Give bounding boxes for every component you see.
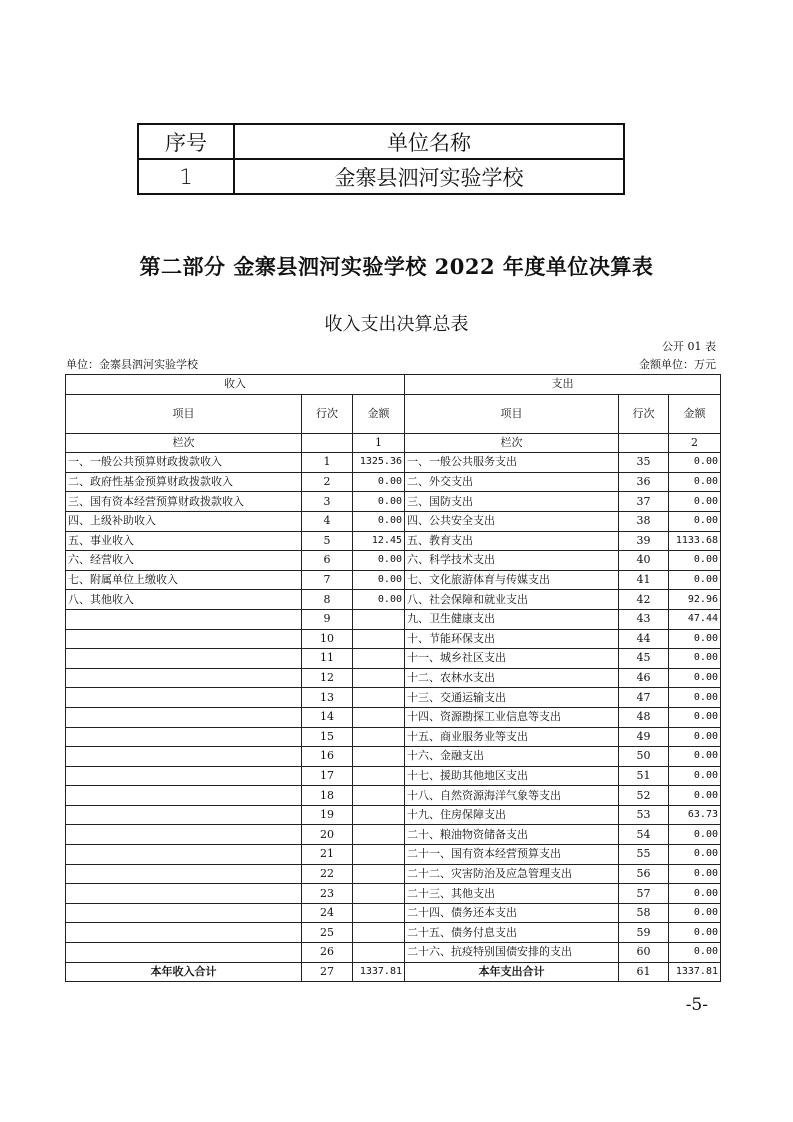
expense-item: 十四、资源勘探工业信息等支出 (405, 707, 619, 727)
income-amount (353, 884, 405, 904)
income-amount (353, 903, 405, 923)
sheet-title: 收入支出决算总表 (324, 314, 469, 335)
income-amount (353, 609, 405, 629)
income-row-no: 7 (302, 570, 353, 590)
income-amount (353, 707, 405, 727)
expense-amount: 0.00 (669, 903, 721, 923)
income-amount: 0.00 (353, 570, 405, 590)
sheet-number: 公开 01 表 (662, 340, 716, 353)
income-amount: 0.00 (353, 511, 405, 531)
expense-amount: 0.00 (669, 943, 721, 963)
expense-row-no: 53 (619, 805, 669, 825)
income-row-no: 9 (302, 609, 353, 629)
table-row (66, 472, 721, 492)
income-item (66, 786, 302, 806)
income-item (66, 884, 302, 904)
income-item (66, 668, 302, 688)
income-item (66, 727, 302, 747)
income-row-no: 16 (302, 747, 353, 767)
income-total-label: 本年收入合计 (66, 962, 302, 982)
table-row (66, 531, 721, 551)
income-col-item: 项目 (66, 394, 302, 433)
income-item: 四、上级补助收入 (66, 511, 302, 531)
income-amount: 0.00 (353, 472, 405, 492)
table-row (66, 786, 721, 806)
income-item: 六、经营收入 (66, 551, 302, 571)
income-col-row: 行次 (302, 394, 353, 433)
expense-row-no: 50 (619, 747, 669, 767)
table-row (66, 884, 721, 904)
expense-amount: 0.00 (669, 727, 721, 747)
unit-list-header-name: 单位名称 (234, 124, 624, 159)
table-column-header (66, 394, 721, 433)
income-expense-table (65, 374, 721, 982)
expense-row-no: 51 (619, 766, 669, 786)
income-col-label-empty (302, 433, 353, 453)
income-item (66, 923, 302, 943)
expense-row-no: 46 (619, 668, 669, 688)
income-amount: 1325.36 (353, 453, 405, 473)
income-amount (353, 864, 405, 884)
income-row-no: 24 (302, 903, 353, 923)
expense-amount: 0.00 (669, 884, 721, 904)
expense-row-no: 49 (619, 727, 669, 747)
income-item: 三、国有资本经营预算财政拨款收入 (66, 492, 302, 512)
table-row (66, 629, 721, 649)
unit-list-header-no: 序号 (138, 124, 234, 159)
table-column-index-row (66, 433, 721, 453)
expense-item: 十八、自然资源海洋气象等支出 (405, 786, 619, 806)
expense-amount: 0.00 (669, 668, 721, 688)
expense-item: 十六、金融支出 (405, 747, 619, 767)
expense-amount: 0.00 (669, 923, 721, 943)
income-row-no: 21 (302, 845, 353, 865)
expense-amount: 0.00 (669, 492, 721, 512)
income-row-no: 5 (302, 531, 353, 551)
expense-item: 十、节能环保支出 (405, 629, 619, 649)
income-amount (353, 629, 405, 649)
income-row-no: 12 (302, 668, 353, 688)
expense-row-no: 57 (619, 884, 669, 904)
income-item (66, 825, 302, 845)
expense-item: 二十三、其他支出 (405, 884, 619, 904)
unit-list-header (138, 124, 624, 159)
expense-item: 八、社会保障和就业支出 (405, 590, 619, 610)
table-row (66, 453, 721, 473)
income-row-no: 10 (302, 629, 353, 649)
expense-amount: 0.00 (669, 551, 721, 571)
income-amount: 0.00 (353, 551, 405, 571)
expense-amount: 0.00 (669, 864, 721, 884)
unit-list-row (138, 159, 624, 194)
table-row (66, 727, 721, 747)
income-item (66, 688, 302, 708)
table-row (66, 825, 721, 845)
table-row (66, 805, 721, 825)
income-row-no: 17 (302, 766, 353, 786)
income-row-no: 11 (302, 649, 353, 669)
table-row (66, 590, 721, 610)
expense-row-no: 56 (619, 864, 669, 884)
income-item (66, 903, 302, 923)
expense-total-amount: 1337.81 (669, 962, 721, 982)
income-item: 一、一般公共预算财政拨款收入 (66, 453, 302, 473)
income-item (66, 766, 302, 786)
expense-item: 三、国防支出 (405, 492, 619, 512)
income-amount: 0.00 (353, 590, 405, 610)
income-item: 八、其他收入 (66, 590, 302, 610)
unit-list-row-no: 1 (138, 159, 234, 194)
income-item (66, 649, 302, 669)
expense-row-no: 36 (619, 472, 669, 492)
expense-amount: 0.00 (669, 845, 721, 865)
expense-amount: 92.96 (669, 590, 721, 610)
page-number: -5- (685, 995, 708, 1015)
expense-col-label: 栏次 (405, 433, 619, 453)
table-row (66, 570, 721, 590)
income-amount (353, 747, 405, 767)
expense-row-no: 44 (619, 629, 669, 649)
income-item (66, 943, 302, 963)
table-row (66, 668, 721, 688)
table-row (66, 551, 721, 571)
income-amount: 12.45 (353, 531, 405, 551)
table-row (66, 845, 721, 865)
unit-list-row-name: 金寨县泗河实验学校 (234, 159, 624, 194)
expense-amount: 47.44 (669, 609, 721, 629)
expense-row-no: 35 (619, 453, 669, 473)
expense-total-row-no: 61 (619, 962, 669, 982)
income-row-no: 4 (302, 511, 353, 531)
income-item: 五、事业收入 (66, 531, 302, 551)
income-item (66, 609, 302, 629)
table-row (66, 707, 721, 727)
expense-row-no: 59 (619, 923, 669, 943)
income-row-no: 22 (302, 864, 353, 884)
table-row (66, 649, 721, 669)
expense-amount: 0.00 (669, 453, 721, 473)
income-amount (353, 668, 405, 688)
table-row (66, 511, 721, 531)
income-row-no: 25 (302, 923, 353, 943)
expense-row-no: 45 (619, 649, 669, 669)
expense-item: 四、公共安全支出 (405, 511, 619, 531)
income-col-amount: 金额 (353, 394, 405, 433)
income-row-no: 1 (302, 453, 353, 473)
unit-list-table (137, 123, 625, 195)
table-total-row (66, 962, 721, 982)
table-section-header (66, 375, 721, 395)
income-row-no: 26 (302, 943, 353, 963)
part-title: 第二部分 金寨县泗河实验学校 2022 年度单位决算表 (139, 254, 654, 279)
income-total-row-no: 27 (302, 962, 353, 982)
unit-label: 单位：金寨县泗河实验学校 (66, 358, 198, 371)
expense-amount: 0.00 (669, 688, 721, 708)
expense-item: 十三、交通运输支出 (405, 688, 619, 708)
income-total-amount: 1337.81 (353, 962, 405, 982)
expense-amount: 0.00 (669, 511, 721, 531)
expense-amount: 0.00 (669, 786, 721, 806)
income-amount (353, 727, 405, 747)
income-row-no: 23 (302, 884, 353, 904)
table-row (66, 492, 721, 512)
expense-amount: 0.00 (669, 766, 721, 786)
expense-amount: 0.00 (669, 649, 721, 669)
income-amount (353, 845, 405, 865)
income-amount (353, 943, 405, 963)
expense-item: 五、教育支出 (405, 531, 619, 551)
expense-col-row: 行次 (619, 394, 669, 433)
expense-item: 十一、城乡社区支出 (405, 649, 619, 669)
expense-row-no: 47 (619, 688, 669, 708)
expense-item: 二十二、灾害防治及应急管理支出 (405, 864, 619, 884)
expense-row-no: 48 (619, 707, 669, 727)
expense-amount: 1133.68 (669, 531, 721, 551)
income-col-number: 1 (353, 433, 405, 453)
expense-item: 一、一般公共服务支出 (405, 453, 619, 473)
income-item (66, 707, 302, 727)
income-row-no: 2 (302, 472, 353, 492)
income-row-no: 19 (302, 805, 353, 825)
expense-col-number: 2 (669, 433, 721, 453)
table-row (66, 747, 721, 767)
expense-item: 二十四、债务还本支出 (405, 903, 619, 923)
expense-item: 十九、住房保障支出 (405, 805, 619, 825)
expense-item: 十五、商业服务业等支出 (405, 727, 619, 747)
income-row-no: 8 (302, 590, 353, 610)
expense-amount: 0.00 (669, 472, 721, 492)
income-row-no: 15 (302, 727, 353, 747)
table-row (66, 766, 721, 786)
expense-col-item: 项目 (405, 394, 619, 433)
expense-row-no: 52 (619, 786, 669, 806)
expense-amount: 0.00 (669, 825, 721, 845)
income-amount (353, 825, 405, 845)
expense-amount: 0.00 (669, 570, 721, 590)
expense-header: 支出 (405, 375, 721, 395)
table-row (66, 903, 721, 923)
expense-row-no: 40 (619, 551, 669, 571)
expense-item: 二、外交支出 (405, 472, 619, 492)
income-item (66, 864, 302, 884)
table-row (66, 923, 721, 943)
income-amount (353, 923, 405, 943)
income-item: 七、附属单位上缴收入 (66, 570, 302, 590)
income-amount (353, 649, 405, 669)
expense-row-no: 58 (619, 903, 669, 923)
income-row-no: 20 (302, 825, 353, 845)
table-row (66, 688, 721, 708)
expense-row-no: 39 (619, 531, 669, 551)
income-amount (353, 766, 405, 786)
expense-amount: 0.00 (669, 747, 721, 767)
table-row (66, 943, 721, 963)
expense-item: 七、文化旅游体育与传媒支出 (405, 570, 619, 590)
income-row-no: 14 (302, 707, 353, 727)
expense-row-no: 54 (619, 825, 669, 845)
expense-item: 二十一、国有资本经营预算支出 (405, 845, 619, 865)
income-item (66, 747, 302, 767)
expense-item: 二十、粮油物资储备支出 (405, 825, 619, 845)
expense-row-no: 37 (619, 492, 669, 512)
income-amount: 0.00 (353, 492, 405, 512)
table-row (66, 609, 721, 629)
income-amount (353, 688, 405, 708)
income-amount (353, 786, 405, 806)
income-item: 二、政府性基金预算财政拨款收入 (66, 472, 302, 492)
expense-amount: 0.00 (669, 629, 721, 649)
income-amount (353, 805, 405, 825)
expense-row-no: 41 (619, 570, 669, 590)
expense-item: 九、卫生健康支出 (405, 609, 619, 629)
income-row-no: 6 (302, 551, 353, 571)
expense-amount: 0.00 (669, 707, 721, 727)
expense-col-label-empty (619, 433, 669, 453)
expense-item: 二十六、抗疫特别国债安排的支出 (405, 943, 619, 963)
expense-row-no: 43 (619, 609, 669, 629)
expense-col-amount: 金额 (669, 394, 721, 433)
expense-row-no: 55 (619, 845, 669, 865)
income-item (66, 845, 302, 865)
expense-item: 十七、援助其他地区支出 (405, 766, 619, 786)
amount-unit-label: 金额单位：万元 (639, 358, 716, 371)
expense-amount: 63.73 (669, 805, 721, 825)
expense-item: 六、科学技术支出 (405, 551, 619, 571)
expense-item: 十二、农林水支出 (405, 668, 619, 688)
expense-row-no: 38 (619, 511, 669, 531)
expense-total-label: 本年支出合计 (405, 962, 619, 982)
income-row-no: 3 (302, 492, 353, 512)
expense-row-no: 42 (619, 590, 669, 610)
income-row-no: 18 (302, 786, 353, 806)
income-col-label: 栏次 (66, 433, 302, 453)
expense-row-no: 60 (619, 943, 669, 963)
income-item (66, 629, 302, 649)
income-item (66, 805, 302, 825)
income-header: 收入 (66, 375, 405, 395)
income-row-no: 13 (302, 688, 353, 708)
expense-item: 二十五、债务付息支出 (405, 923, 619, 943)
table-row (66, 864, 721, 884)
